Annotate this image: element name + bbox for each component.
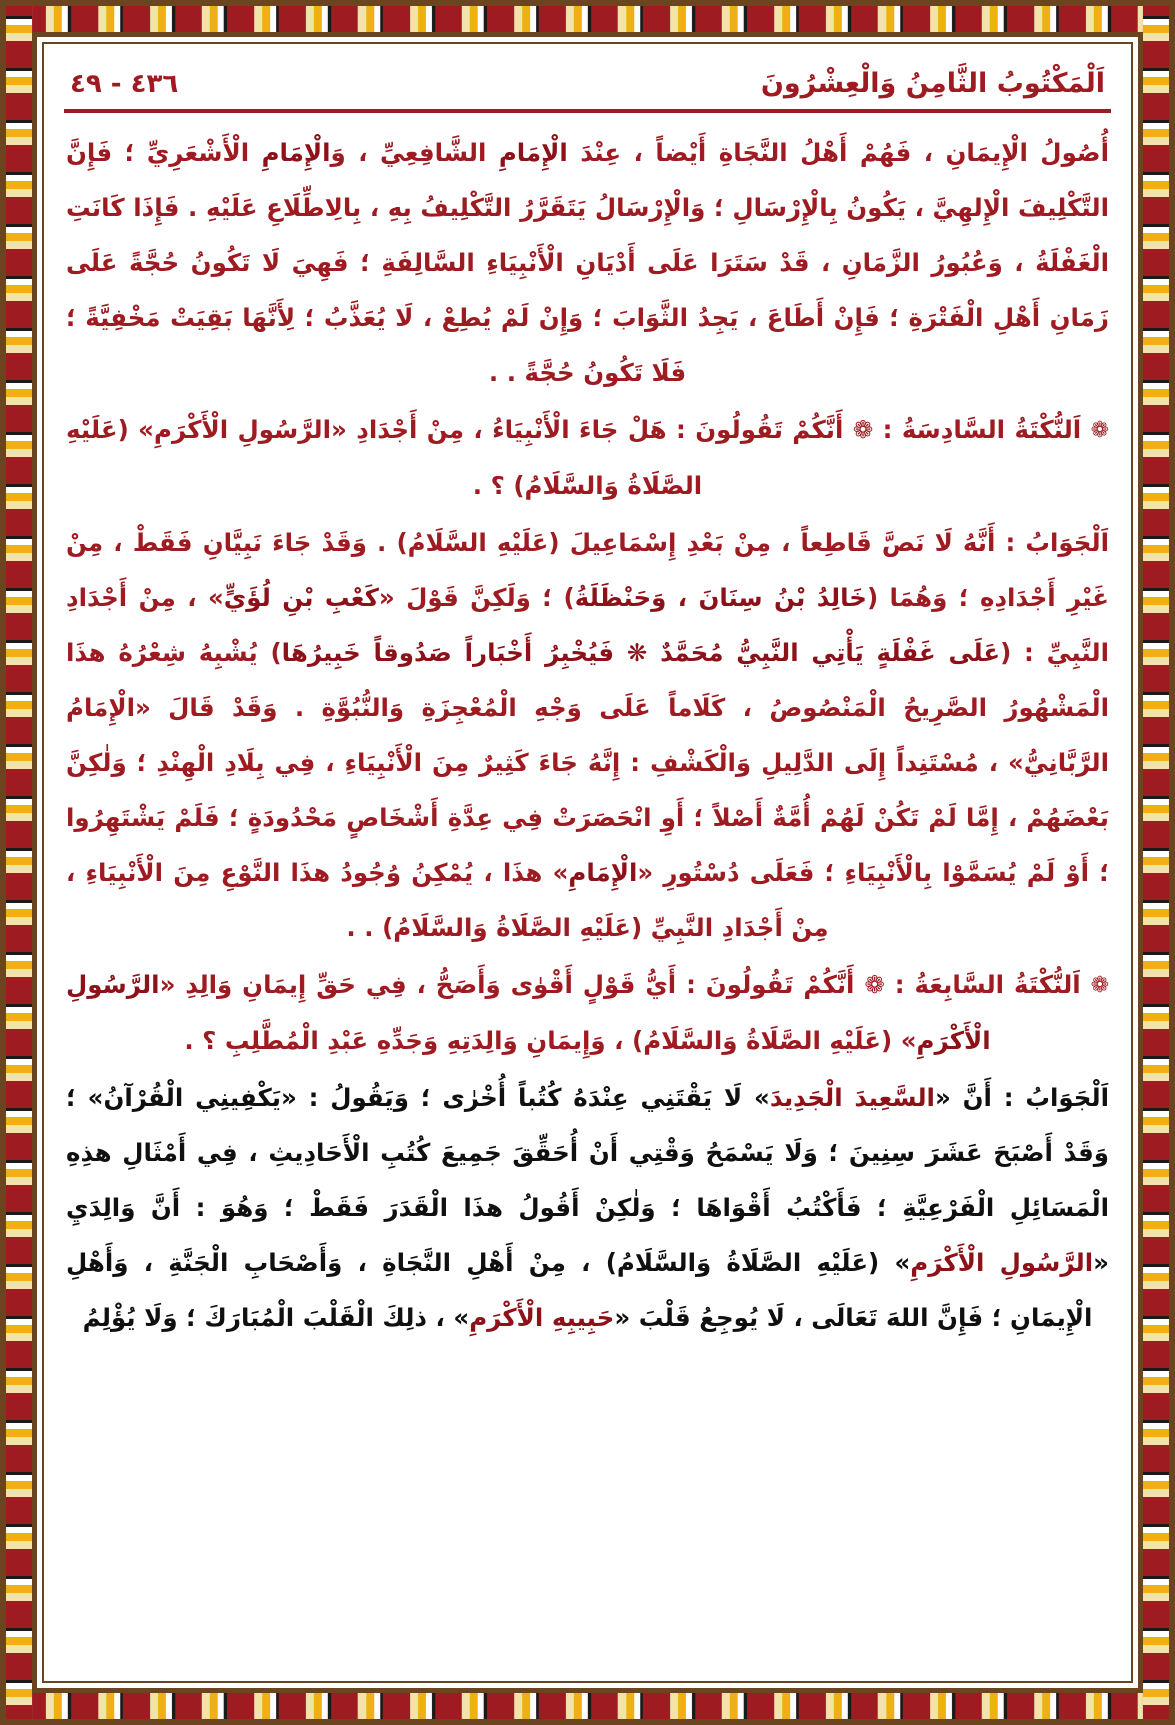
line: هذَا الْمَشْهُورُ الصَّرِيحُ الْمَنْصُوصُ ، كَلَاماً عَلَى وَجْهِ الْمُعْجِزَةِ وَالنُّبُوَّةِ . وَقَدْ قَالَ «الْإِمَامُ	[66, 638, 1109, 722]
ornament-flower-icon: ❁	[1090, 418, 1109, 443]
ornament-flower-icon: ❁	[1090, 973, 1110, 998]
page-number: ٤٣٦ - ٤٩	[70, 69, 179, 99]
emphasis-term: كَعْبِ بْنِ لُؤَيٍّ	[223, 583, 379, 612]
emphasis-term: السَّعِيدَ الْجَدِيدَ	[769, 1083, 935, 1112]
line: كَانَتِ الْغَفْلَةُ ، وَعُبُورُ الزَّمَانِ ، قَدْ سَتَرَا عَلَى أَدْيَانِ الْأَنْبِيَاءِ السَّالِفَةِ ؛ فَهِيَ لَا تَكُونُ حُجَّةً	[66, 193, 1109, 277]
page-content	[52, 50, 1123, 1675]
line: الْأَكْرَمِ» (عَلَيْهِ الصَّلَاةُ وَالسَّلَامُ) ؟ .	[66, 415, 703, 500]
line: بَعْضَهُمْ ، إِمَّا لَمْ تَكُنْ لَهُمْ أُمَّةٌ أَصْلاً ؛ أَوِ انْحَصَرَتْ فِي عِدَّةِ أَشْخَاصٍ مَحْدُودَةٍ ؛ فَلَمْ	[174, 803, 1109, 832]
emphasis-term: عَلَى غَفْلَةٍ يَأْتِي النَّبِيُّ مُحَمَّدٌ ❋ فَيُخْبِرُ أَخْبَاراً صَدُوقاً خَبِيرُهَا	[281, 638, 1001, 667]
emphasis-term: الْإِمَامِ	[261, 138, 331, 167]
line: يَشْتَهِرُوا ؛ أَوْ لَمْ يُسَمَّوْا بِالْأَنْبِيَاءِ ؛ فَعَلَى دُسْتُورِ «الْإِمَامِ» هذَا ، يُمْكِنُ وُجُودُ هذَا النَّوْعِ مِنَ	[66, 803, 1109, 887]
line: التَّكْلِيفَ الْإِلهِيَّ ، يَكُونُ بِالْإِرْسَالِ ؛ وَالْإِرْسَالُ يَتَقَرَّرُ التَّكْلِيفُ بِهِ ، بِالِاطِّلَاعِ عَلَيْهِ . فَإِذَا	[133, 193, 1109, 222]
emphasis-term: خَالِدُ بْنُ سِنَانَ ، وَحَنْظَلَةُ	[574, 583, 867, 612]
line: اَلنُّكْتَةُ السَّابِعَةُ : ❁ أَنَّكُمْ تَقُولُونَ : أَيُّ قَوْلٍ أَقْوٰى وَأَصَحُّ ، فِي حَقِّ إِيمَانِ وَالِدِ	[185, 970, 1081, 999]
line: غَيْرِ أَجْدَادِهِ ؛ وَهُمَا (خَالِدُ بْنُ سِنَانَ ، وَحَنْظَلَةُ) ؛ وَلَكِنَّ قَوْلَ «كَعْبِ بْنِ لُؤَيٍّ» ، مِنْ	[138, 583, 1110, 612]
emphasis-term: الْإِمَامِ	[568, 858, 638, 887]
paragraph-seventh-point	[66, 957, 1109, 1068]
body-text-column	[60, 113, 1115, 1345]
emphasis-term: الْإِمَامِ	[498, 138, 568, 167]
paragraph-sixth-point	[66, 402, 1109, 513]
line: أُصُولُ الْإِيمَانِ ، فَهُمْ أَهْلُ النَّجَاةِ أَيْضاً ، عِنْدَ الْإِمَامِ الشَّافِعِيِّ ، وَالْإِمَامِ الْأَشْعَرِيِّ ؛ فَإِنَّ	[66, 138, 1110, 167]
emphasis-term	[910, 1248, 1093, 1277]
line: الْإِيمَانِ ؛ فَإِنَّ اللهَ تَعَالَى ، لَا يُوجِعُ قَلْبَ «حَبِيبِهِ الْأَكْرَمِ» ، ذلِكَ الْقَلْبَ الْمُبَارَكَ ؛ وَلَا يُؤْلِمُ	[82, 1303, 1093, 1332]
line: الرَّبَّانِيُّ» ، مُسْتَنِداً إِلَى الدَّلِيلِ وَالْكَشْفِ : إِنَّهُ جَاءَ كَثِيرٌ مِنَ الْأَنْبِيَاءِ ، فِي بِلَادِ الْهِنْدِ ؛ وَلٰكِنَّ	[66, 748, 1109, 777]
line: مَخْفِيَّةً ؛ فَلَا تَكُونُ حُجَّةً . .	[66, 303, 687, 387]
emphasis-term: الرَّسُولِ الْأَكْرَمِ	[910, 1248, 1094, 1277]
line: الْقُرْآنُ» ؛ وَقَدْ أَصْبَحَ عَشَرَ سِنِينَ ؛ وَلَا يَسْمَحُ وَقْتِي أَنْ أُحَقِّقَ جَمِيعَ كُتُبِ الْأَحَادِيثِ ،	[66, 1083, 1109, 1167]
line: أَنَّ وَالِدَيِ «الرَّسُولِ الْأَكْرَمِ» (عَلَيْهِ الصَّلَاةُ وَالسَّلَامُ) ، مِنْ أَهْلِ النَّجَاةِ ، وَأَصْحَابِ الْجَنَّةِ ، وَأَهْلِ	[66, 1193, 1109, 1277]
page-header	[60, 56, 1115, 99]
page-title: اَلْمَكْتُوبُ الثَّامِنُ وَالْعِشْرُونَ	[760, 68, 1105, 99]
line: الْأَنْبِيَاءِ ، مِنْ أَجْدَادِ النَّبِيِّ (عَلَيْهِ الصَّلَاةُ وَالسَّلَامُ) . .	[66, 858, 829, 942]
emphasis-term: الرَّسُولِ الْأَكْرَمِ	[66, 970, 991, 1055]
line: فِي أَمْثَالِ هذِهِ الْمَسَائِلِ الْفَرْعِيَّةِ ؛ فَأَكْتُبُ أَقْوَاهَا ؛ وَلٰكِنْ أَقُولُ هذَا الْقَدَرَ فَقَطْ ؛ وَهُوَ :	[66, 1138, 1109, 1222]
line: اَلنُّكْتَةُ السَّادِسَةُ : ❁ أَنَّكُمْ تَقُولُونَ : هَلْ جَاءَ الْأَنْبِيَاءُ ، مِنْ أَجْدَادِ «الرَّسُولِ	[237, 415, 1082, 444]
decorative-border-band-left	[6, 6, 32, 1719]
line: «الرَّسُولِ الْأَكْرَمِ» (عَلَيْهِ الصَّلَاةُ وَالسَّلَامُ) ، وَإِيمَانِ وَالِدَتِهِ وَجَدِّهِ عَبْدِ الْمُطَّلِبِ ؟ .	[66, 970, 991, 1055]
paragraph-answer-sixth	[66, 515, 1109, 955]
line: أَجْدَادِ النَّبِيِّ : (عَلَى غَفْلَةٍ يَأْتِي النَّبِيُّ مُحَمَّدٌ ❋ فَيُخْبِرُ أَخْبَاراً صَدُوقاً خَبِيرُهَا) يُشْبِهُ شِعْرُهُ	[66, 583, 1109, 667]
paragraph-continuation	[66, 125, 1109, 400]
paragraph-answer-seventh	[66, 1070, 1109, 1345]
decorative-border-band-right	[1143, 6, 1169, 1719]
line: اَلْجَوَابُ : أَنَّ «السَّعِيدَ الْجَدِيدَ» لَا يَقْتَنِي عِنْدَهُ كُتُباً أُخْرٰى ؛ وَيَقُولُ : «يَكْفِينِي	[195, 1083, 1110, 1112]
line: عَلَى زَمَانِ أَهْلِ الْفَتْرَةِ ؛ فَإِنْ أَطَاعَ ، يَجِدُ الثَّوَابَ ؛ وَإِنْ لَمْ يُطِعْ ، لَا يُعَذَّبُ ؛ لِأَنَّهَا بَقِيَتْ	[66, 248, 1109, 332]
line: اَلْجَوَابُ : أَنَّهُ لَا نَصَّ قَاطِعاً ، مِنْ بَعْدِ إِسْمَاعِيلَ (عَلَيْهِ السَّلَامُ) . وَقَدْ جَاءَ نَبِيَّانِ فَقَطْ ، مِنْ	[66, 528, 1109, 557]
emphasis-term: حَبِيبِهِ الْأَكْرَمِ	[469, 1303, 615, 1332]
